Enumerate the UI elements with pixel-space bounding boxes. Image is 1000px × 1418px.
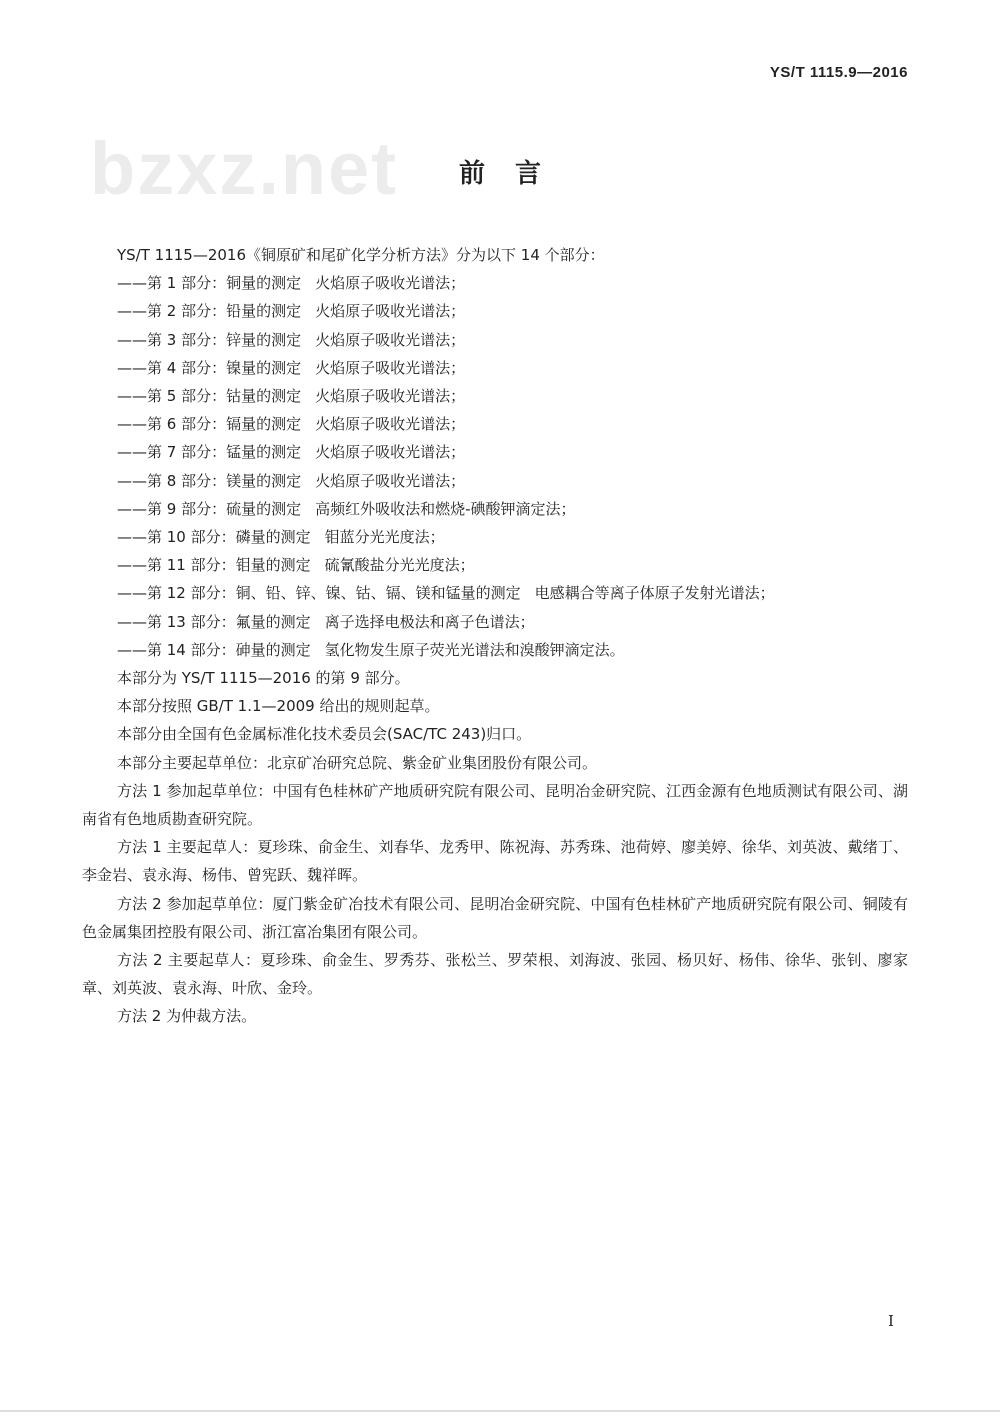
document-body	[82, 241, 908, 1031]
paragraph: 方法 1 参加起草单位：中国有色桂林矿产地质研究院有限公司、昆明冶金研究院、江西金源有色地质测试有限公司、湖南省有色地质勘查研究院。	[82, 781, 908, 829]
part-method: 火焰原子吸收光谱法；	[315, 330, 466, 349]
part-list-item	[82, 523, 908, 551]
part-label: ——第 3 部分：锌量的测定	[117, 330, 302, 349]
part-label: ——第 13 部分：氟量的测定	[117, 612, 311, 631]
part-label: ——第 12 部分：铜、铅、锌、镍、钴、镉、镁和锰量的测定	[117, 584, 521, 603]
part-method: 钼蓝分光光度法；	[324, 528, 445, 547]
paragraph: 方法 2 参加起草单位：厦门紫金矿冶技术有限公司、昆明冶金研究院、中国有色桂林矿产地质研究院有限公司、铜陵有色金属集团控股有限公司、浙江富冶集团有限公司。	[82, 894, 908, 941]
intro-paragraph: YS/T 1115—2016《铜原矿和尾矿化学分析方法》分为以下 14 个部分：	[117, 246, 605, 264]
paragraph: 方法 2 主要起草人：夏珍珠、俞金生、罗秀芬、张松兰、罗荣根、刘海波、张园、杨贝好、杨伟、徐华、张钊、廖家章、刘英波、袁永海、叶欣、金玲。	[82, 951, 908, 998]
part-method: 火焰原子吸收光谱法；	[315, 358, 466, 377]
part-method: 火焰原子吸收光谱法；	[315, 471, 466, 490]
paragraph: 本部分由全国有色金属标准化技术委员会(SAC/TC 243)归口。	[117, 725, 532, 744]
part-list-item	[82, 269, 908, 297]
part-list-item	[82, 382, 908, 410]
page-bottom-edge	[0, 1410, 1000, 1412]
paragraph: 方法 1 主要起草人：夏珍珠、俞金生、刘春华、龙秀甲、陈祝海、苏秀珠、池荷婷、廖美婷、徐华、刘英波、戴绪丁、李金岩、袁永海、杨伟、曾宪跃、魏祥晖。	[82, 838, 908, 885]
page-title	[450, 153, 571, 190]
part-method: 火焰原子吸收光谱法；	[315, 415, 466, 434]
part-list-item	[82, 495, 908, 523]
part-list-item	[82, 467, 908, 495]
paragraph: 本部分按照 GB/T 1.1—2009 给出的规则起草。	[117, 697, 440, 716]
part-list-item	[82, 354, 908, 382]
part-list-item	[82, 636, 908, 664]
paragraph: 本部分为 YS/T 1115—2016 的第 9 部分。	[117, 669, 410, 688]
part-method: 火焰原子吸收光谱法；	[315, 302, 466, 321]
part-label: ——第 14 部分：砷量的测定	[117, 640, 311, 659]
part-method: 高频红外吸收法和燃烧-碘酸钾滴定法；	[315, 499, 576, 518]
parts-list	[82, 269, 908, 664]
part-label: ——第 8 部分：镁量的测定	[117, 471, 302, 490]
paragraphs	[82, 664, 908, 1031]
part-label: ——第 6 部分：镉量的测定	[117, 415, 302, 434]
part-label: ——第 9 部分：硫量的测定	[117, 499, 302, 518]
part-method: 氢化物发生原子荧光光谱法和溴酸钾滴定法。	[324, 640, 625, 659]
part-list-item	[82, 551, 908, 579]
part-list-item	[82, 410, 908, 438]
part-method: 电感耦合等离子体原子发射光谱法；	[534, 584, 775, 603]
part-label: ——第 4 部分：镍量的测定	[117, 358, 302, 377]
part-list-item	[82, 326, 908, 354]
part-list-item	[82, 608, 908, 636]
part-method: 火焰原子吸收光谱法；	[315, 387, 466, 406]
part-method: 离子选择电极法和离子色谱法；	[324, 612, 535, 631]
part-label: ——第 1 部分：铜量的测定	[117, 274, 302, 293]
part-list-item	[82, 297, 908, 325]
part-label: ——第 11 部分：钼量的测定	[117, 556, 311, 575]
part-list-item	[82, 438, 908, 466]
standard-code: YS/T 1115.9—2016	[769, 64, 908, 81]
part-list-item	[82, 579, 908, 607]
part-label: ——第 7 部分：锰量的测定	[117, 443, 302, 462]
paragraph: 方法 2 为仲裁方法。	[117, 1007, 257, 1026]
part-label: ——第 10 部分：磷量的测定	[117, 528, 311, 547]
paragraph: 本部分主要起草单位：北京矿冶研究总院、紫金矿业集团股份有限公司。	[117, 753, 598, 772]
page-title-text: 前言	[458, 159, 571, 189]
page-number: I	[888, 1312, 894, 1330]
part-label: ——第 5 部分：钴量的测定	[117, 387, 302, 406]
part-method: 火焰原子吸收光谱法；	[315, 274, 466, 293]
watermark: bzxz.net	[90, 127, 398, 210]
part-label: ——第 2 部分：铅量的测定	[117, 302, 302, 321]
part-method: 硫氰酸盐分光光度法；	[324, 556, 475, 575]
part-method: 火焰原子吸收光谱法；	[315, 443, 466, 462]
